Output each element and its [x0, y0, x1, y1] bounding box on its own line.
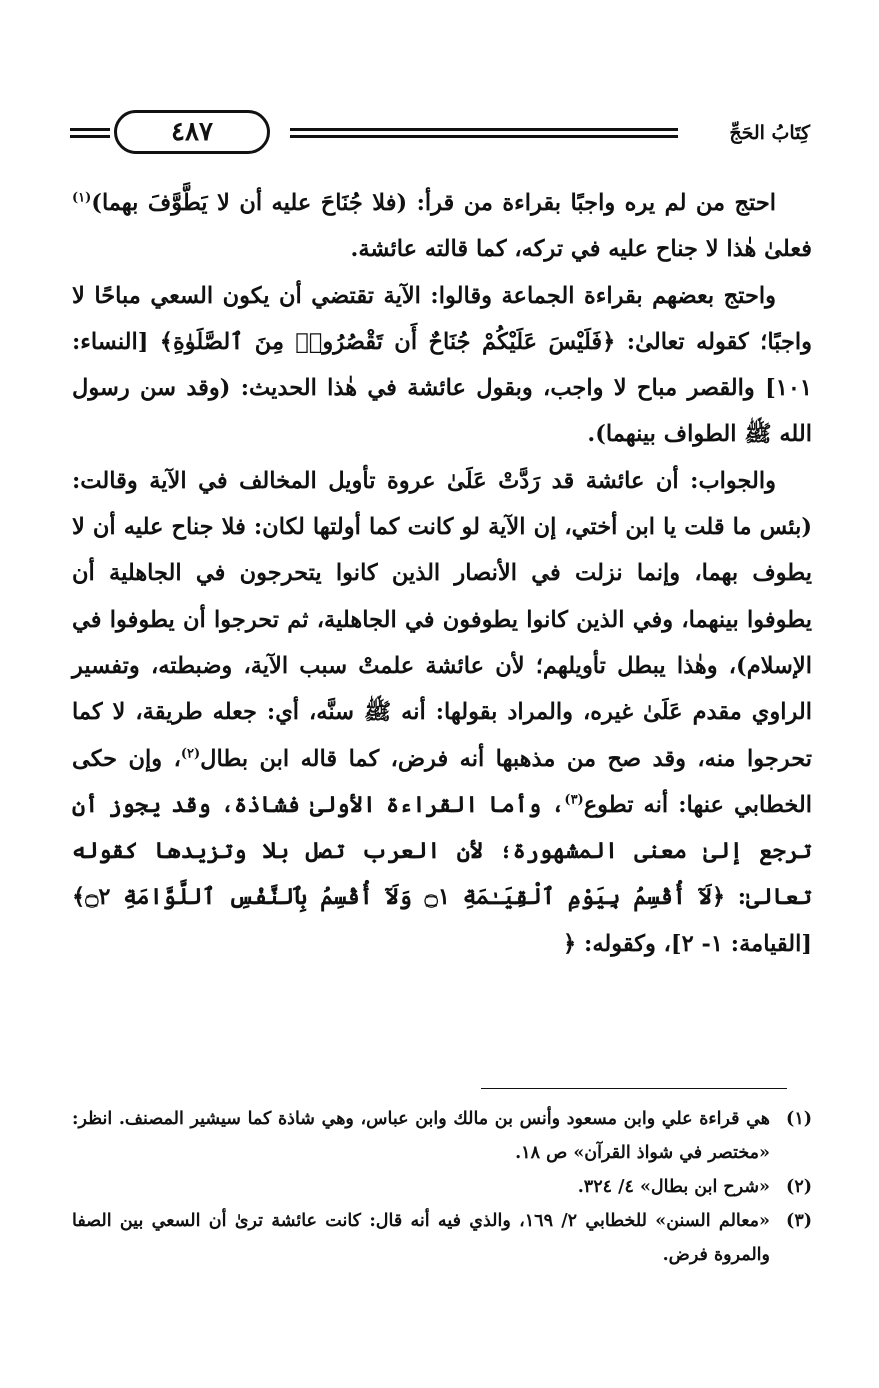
- footnote: [72, 1204, 812, 1272]
- paragraph-text: احتج من لم يره واجبًا بقراءة من قرأ: (فلا جُنَاحَ عليه أن لا يَطَّوَّفَ بهما): [91, 190, 776, 216]
- paragraph-text: واحتج بعضهم بقراءة الجماعة وقالوا: الآية تقتضي أن يكون السعي مباحًا لا واجبًا؛ كقوله تعالىٰ: ﴿فَلَيْسَ عَلَيْكُمْ جُنَاحٌ أَن تَقْصُرُوا۟ مِنَ ٱلصَّلَوٰةِ﴾ [النساء: ١٠١] والقصر مباح لا واجب، وبقول عائشة في هٰذا الحديث: (وقد سن رسول الله ﷺ الطواف بينهما).: [72, 282, 812, 448]
- footnote: [72, 1102, 812, 1170]
- paragraph-text: ، وإن حكى الخطابي عنها: أنه تطوع: [72, 745, 812, 818]
- footnote: [72, 1170, 812, 1204]
- header-rule: [70, 135, 110, 138]
- paragraph-text: ، وأما القراءة الأولىٰ فشاذة، وقد يجوز أن ترجع إلىٰ معنى المشهورة؛ لأن العرب تصل بلا وتزيدها كقوله تعالىٰ: ﴿لَآ أُقْسِمُ بِيَوْمِ ٱلْقِيَـٰمَةِ ۝١ وَلَآ أُقْسِمُ بِٱلنَّفْسِ ٱللَّوَّامَةِ ۝٢﴾ [القيامة: ١- ٢]، وكقوله: ﴿: [72, 791, 813, 957]
- footnote-marker: (١): [72, 190, 92, 206]
- page-header: [70, 108, 810, 162]
- footnote-number: (٢): [786, 1177, 812, 1197]
- paragraph: [72, 180, 812, 273]
- footnote-marker: (٣): [564, 792, 584, 808]
- page-number: ٤٨٧: [114, 110, 270, 154]
- footnote-separator: [481, 1088, 787, 1089]
- footnote-number: (٣): [786, 1211, 812, 1231]
- paragraph-text: فعلىٰ هٰذا لا جناح عليه في تركه، كما قالته عائشة.: [350, 236, 812, 263]
- footnote-text: «معالم السنن» للخطابي ٢/ ١٦٩، والذي فيه أنه قال: كانت عائشة ترىٰ أن السعي بين الصفا والمروة فرض.: [72, 1211, 770, 1265]
- paragraph: [72, 273, 812, 458]
- main-text: [72, 180, 812, 967]
- footnote-text: هي قراءة علي وابن مسعود وأنس بن مالك وابن عباس، وهي شاذة كما سيشير المصنف. انظر: «مختصر في شواذ القرآن» ص ١٨.: [72, 1109, 770, 1163]
- footnotes: [72, 1102, 812, 1272]
- header-rule: [290, 128, 678, 131]
- footnote-marker: (٢): [180, 746, 201, 762]
- chapter-title: كِتَابُ الحَجِّ: [729, 122, 810, 144]
- footnote-text: «شرح ابن بطال» ٤/ ٣٢٤.: [577, 1177, 770, 1197]
- header-rule: [70, 128, 110, 131]
- paragraph-text: والجواب: أن عائشة قد رَدَّتْ عَلَىٰ عروة تأويل المخالف في الآية وقالت: (بئس ما قلت يا ابن أختي، إن الآية لو كانت كما أولتها لكان: فلا جناح عليه أن لا يطوف بهما، وإنما نزلت في الأنصار الذين كانوا يتحرجون في الجاهلية أن يطوفوا بينهما، وفي الذين كانوا يطوفون في الجاهلية، ثم تحرجوا أن يطوفوا في الإسلام)، وهٰذا يبطل تأويلهم؛ لأن عائشة علمتْ سبب الآية، وضبطته، وتفسير الراوي مقدم عَلَىٰ غيره، والمراد بقولها: أنه ﷺ سنَّه، أي: جعله طريقة، لا كما تحرجوا منه، وقد صح من مذهبها أنه فرض، كما قاله ابن بطال: [72, 467, 812, 772]
- footnote-number: (١): [786, 1109, 812, 1129]
- header-rule: [290, 135, 678, 138]
- paragraph: [72, 458, 812, 967]
